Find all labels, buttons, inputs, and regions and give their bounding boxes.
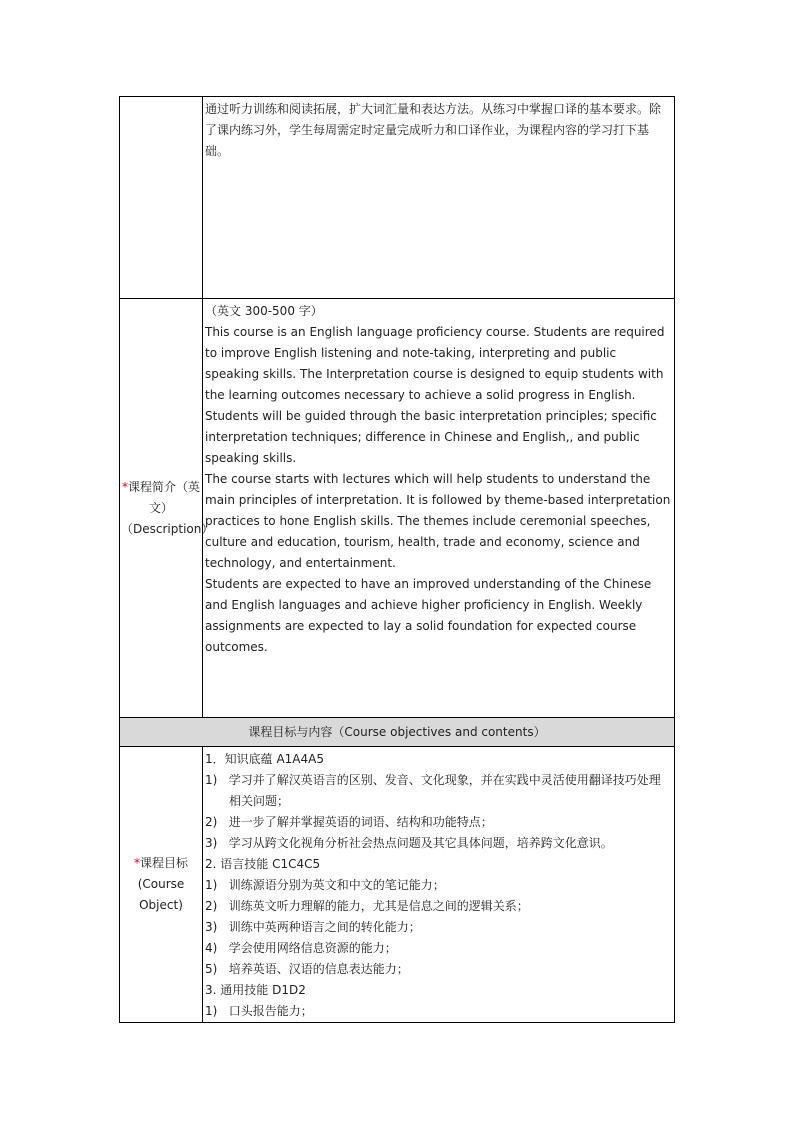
intro-en-paragraph: The course starts with lectures which will help students to understand the main principles of interpretation. It is followed by theme-based interpretation practices to hone English skills. The themes include ceremonial speeches, culture and education, tourism, health, trade and economy, science and technology, and entertainment.: [205, 472, 671, 570]
objective-item-text: 训练英文听力理解的能力，尤其是信息之间的逻辑关系；: [228, 899, 529, 913]
intro-en-label-cell: [120, 299, 214, 718]
objective-item-number: 5): [205, 962, 218, 976]
objective-item-number: 1): [205, 1004, 218, 1018]
objective-item-number: 1): [205, 773, 218, 787]
intro-cn-row: [120, 97, 675, 299]
objective-item-number: 4): [205, 941, 218, 955]
intro-en-label-cn: 课程简介（英文）: [127, 479, 200, 515]
objectives-label-en: (Course Object): [137, 877, 185, 912]
objective-item: [205, 1001, 672, 1022]
objective-item: [205, 833, 672, 854]
objective-item: [205, 896, 672, 917]
objective-heading: 2. 语言技能 C1C4C5: [205, 857, 321, 871]
objective-item-text: 培养英语、汉语的信息表达能力；: [228, 962, 409, 976]
intro-en-label-en: （Description）: [121, 521, 214, 536]
course-info-table: [119, 96, 675, 1023]
intro-en-paragraph: Students are expected to have an improved understanding of the Chinese and English languages and achieve higher proficiency in English. Weekly assignments are expected to lay a solid foundation for expected course outcomes.: [205, 577, 652, 654]
objective-item-text: 进一步了解并掌握英语的词语、结构和功能特点；: [228, 815, 493, 829]
objective-item-number: 2): [205, 815, 218, 829]
objective-item: [205, 938, 672, 959]
objective-item: [205, 875, 672, 896]
section-header-title: 课程目标与内容（Course objectives and contents）: [120, 718, 675, 747]
objective-item-text: 口头报告能力；: [228, 1004, 313, 1018]
objectives-content-cell: [203, 747, 675, 1023]
required-mark: *: [121, 479, 128, 494]
objectives-row: [120, 747, 675, 1023]
objective-item-text: 训练中英两种语言之间的转化能力；: [228, 920, 421, 934]
objective-heading: 3. 通用技能 D1D2: [205, 983, 306, 997]
objective-item-number: 1): [205, 878, 218, 892]
required-mark: *: [133, 856, 140, 870]
objectives-label-cn: 课程目标: [139, 856, 188, 870]
objective-item-text: 学习并了解汉英语言的区别、发音、文化现象，并在实践中灵活使用翻译技巧处理相关问题；: [228, 773, 661, 808]
intro-cn-label-cell: [120, 97, 203, 299]
objective-item: [205, 917, 672, 938]
intro-cn-text: 通过听力训练和阅读拓展，扩大词汇量和表达方法。从练习中掌握口译的基本要求。除了课内练习外，学生每周需定时定量完成听力和口译作业，为课程内容的学习打下基础。: [205, 102, 662, 158]
objective-item-text: 学习从跨文化视角分析社会热点问题及其它具体问题，培养跨文化意识。: [228, 836, 613, 850]
intro-cn-content-cell: [203, 97, 675, 299]
objective-item-text: 训练源语分别为英文和中文的笔记能力；: [228, 878, 445, 892]
intro-en-row: [120, 299, 675, 718]
objective-item-text: 学会使用网络信息资源的能力；: [228, 941, 397, 955]
word-count-note: （英文 300-500 字）: [205, 304, 323, 318]
intro-en-paragraph: This course is an English language proficiency course. Students are required to improve English listening and note-taking, interpreting and public speaking skills. The Interpretation course is designed to equip students with the learning outcomes necessary to achieve a solid progress in English. Students will be guided through the basic interpretation principles; specific interpretation techniques; difference in Chinese and English,, and public speaking skills.: [205, 325, 665, 465]
objective-item-number: 3): [205, 836, 218, 850]
objective-heading: 1．知识底蕴 A1A4A5: [205, 752, 324, 766]
objective-item: [205, 812, 672, 833]
objective-item: [205, 959, 672, 980]
objectives-label-cell: [120, 747, 203, 1023]
objective-item-number: 2): [205, 899, 218, 913]
intro-en-content-cell: [203, 299, 675, 718]
objective-item-number: 3): [205, 920, 218, 934]
section-header-row: [120, 718, 675, 747]
objective-item: [205, 770, 672, 812]
